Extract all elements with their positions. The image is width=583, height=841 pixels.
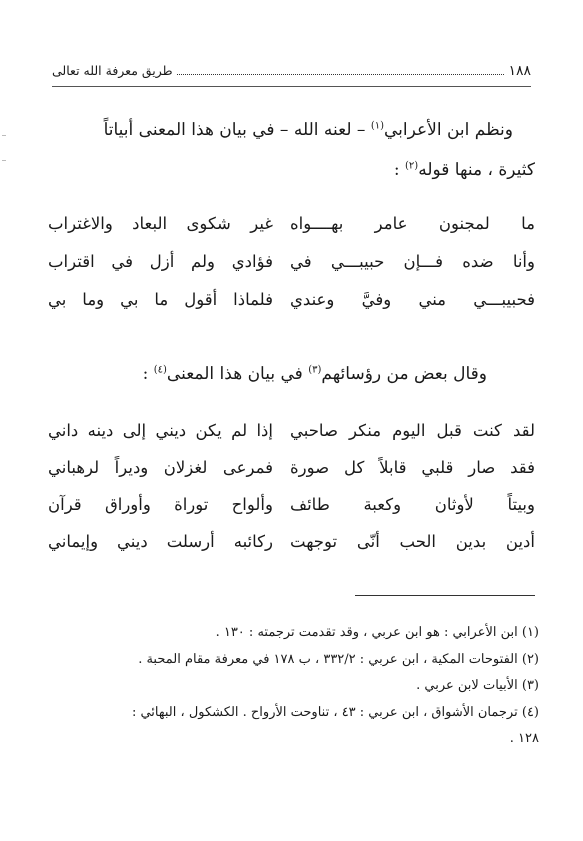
verse xyxy=(48,204,535,242)
footnote-ref[interactable]: (٣) xyxy=(308,364,322,376)
poem-1 xyxy=(48,204,535,318)
running-title: طريق معرفة الله تعالى xyxy=(52,63,173,78)
hemistich-second: فلماذا أقول ما بي وما بي xyxy=(48,289,273,309)
text-run: في بيان هذا المعنى xyxy=(166,364,309,384)
margin-mark xyxy=(2,135,6,136)
hemistich-first: فقد صار قلبي قابلاً كل صورة xyxy=(290,458,535,477)
text-run: كثيرة ، منها قوله xyxy=(418,160,535,180)
running-header xyxy=(52,63,531,85)
text-run: وقال بعض من رؤسائهم xyxy=(321,364,487,384)
hemistich-second: غير شكوى البعاد والاغتراب xyxy=(48,213,273,233)
footnote-1: (١) ابن الأعرابي : هو ابن عربي ، وقد تقدمت ترجمته : ١٣٠ . xyxy=(215,625,539,640)
footnote-ref[interactable]: (١) xyxy=(370,120,385,132)
hemistich-first: أدين بدين الحب أنّى توجهت xyxy=(290,532,535,551)
footnote-ref[interactable]: (٢) xyxy=(405,160,419,172)
verse xyxy=(48,412,535,449)
hemistich-first: وبيتاً لأوثان وكعبة طائف xyxy=(290,495,535,514)
footnote-2: (٢) الفتوحات المكية ، ابن عربي : ٣٣٢/٢ ، ب ١٧٨ في معرفة مقام المحبة . xyxy=(138,651,539,667)
text-run: ونظم ابن الأعرابي xyxy=(384,120,513,140)
hemistich-first: وأنا ضده فـــإن حبيبـــي في xyxy=(290,251,535,271)
intro-paragraph-2 xyxy=(46,354,487,394)
verse xyxy=(48,242,535,280)
header-rule xyxy=(52,86,531,87)
paragraph-line xyxy=(46,150,535,190)
text-run: : xyxy=(393,160,406,180)
hemistich-first: ما لمجنون عامر ﺑﻬــــواه xyxy=(290,213,535,233)
hemistich-second: فؤادي ولم أزل في اقتراب xyxy=(48,251,273,271)
margin-mark xyxy=(2,160,6,161)
hemistich-second: إذا لم يكن ديني إلى دينه داني xyxy=(48,421,273,440)
hemistich-first: فحبيبـــي مني وفيَّ وعندي xyxy=(290,289,535,309)
footnote-4: (٤) ترجمان الأشواق ، ابن عربي : ٤٣ ، تناوحت الأرواح . الكشكول ، البهائي : xyxy=(131,704,539,720)
paragraph-line xyxy=(46,354,487,394)
text-run: – لعنه الله – في بيان هذا المعنى أبياتاً xyxy=(103,120,371,140)
verse xyxy=(48,486,535,523)
intro-paragraph-1 xyxy=(46,110,535,190)
page-number: ١٨٨ xyxy=(508,63,531,79)
hemistich-second: وألواح توراة وأوراق قرآن xyxy=(48,495,273,514)
verse xyxy=(48,449,535,486)
footnote-4-continuation: ١٢٨ . xyxy=(509,731,539,746)
footnote-separator xyxy=(355,595,535,596)
verse xyxy=(48,523,535,560)
footnotes xyxy=(46,620,539,753)
leader-dots xyxy=(177,64,505,75)
footnote-3: (٣) الأبيات لابن عربي . xyxy=(416,678,539,693)
poem-2 xyxy=(48,412,535,560)
hemistich-second: فمرعى لغزلان وديراً لرهباني xyxy=(48,458,273,477)
hemistich-second: ركائبه أرسلت ديني وإيماني xyxy=(48,532,273,551)
verse xyxy=(48,280,535,318)
hemistich-first: لقد كنت قبل اليوم منكر صاحبي xyxy=(290,421,535,440)
paragraph-line xyxy=(46,110,513,150)
footnote-ref[interactable]: (٤) xyxy=(153,364,167,376)
text-run: : xyxy=(142,364,154,384)
